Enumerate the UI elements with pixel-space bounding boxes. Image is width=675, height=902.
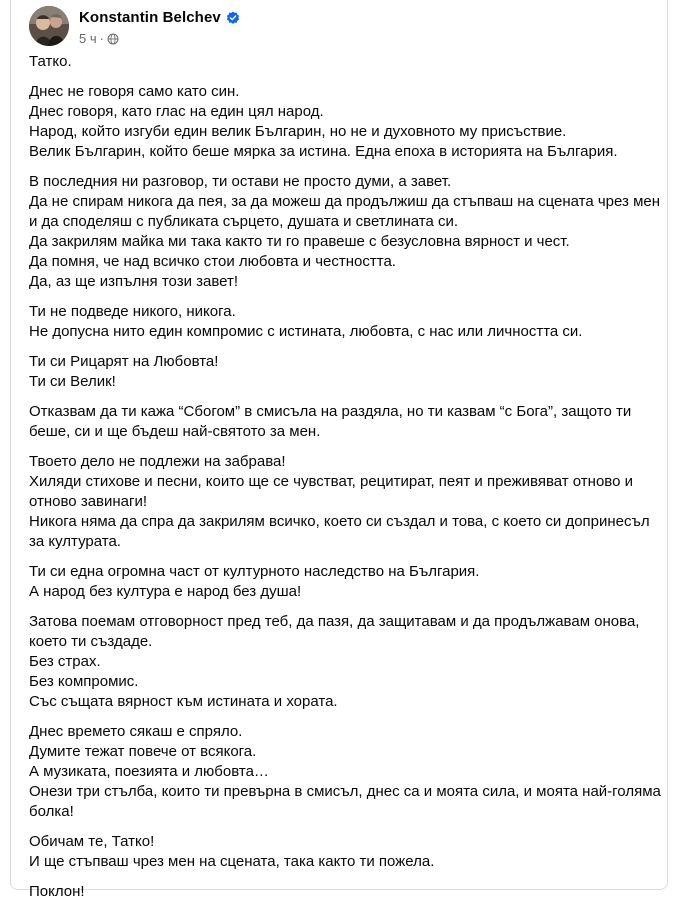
verified-badge-icon bbox=[226, 11, 240, 25]
post-paragraph bbox=[29, 302, 661, 342]
post-paragraph bbox=[29, 722, 661, 822]
post-paragraph bbox=[29, 452, 661, 552]
post-line: Днес времето сякаш е спряло. bbox=[29, 723, 243, 740]
post-line: Днес не говоря само като син. bbox=[29, 83, 240, 100]
post-paragraph bbox=[29, 402, 661, 442]
post-header bbox=[29, 6, 649, 50]
post-timestamp[interactable]: 5 ч bbox=[79, 31, 97, 46]
post-line: Ти си една огромна част от културното наследство на България. bbox=[29, 563, 480, 580]
post-paragraph bbox=[29, 882, 661, 902]
globe-icon[interactable] bbox=[107, 33, 119, 45]
post-line: Без страх. bbox=[29, 653, 101, 670]
post-line: Без компромис. bbox=[29, 673, 139, 690]
post-line: Ти си Велик! bbox=[29, 373, 116, 390]
post-meta bbox=[79, 31, 119, 46]
post-paragraph bbox=[29, 52, 661, 72]
post-line: Твоето дело не подлежи на забрава! bbox=[29, 453, 286, 470]
post-line: Не допусна нито един компромис с истината, любовта, с нас или личността си. bbox=[29, 323, 583, 340]
post-paragraph bbox=[29, 562, 661, 602]
post-line: Думите тежат повече от всякога. bbox=[29, 743, 257, 760]
post-line: Днес говоря, като глас на един цял народ. bbox=[29, 103, 324, 120]
avatar-photo bbox=[29, 6, 69, 46]
post-line: И ще стъпваш чрез мен на сцената, така както ти пожела. bbox=[29, 853, 435, 870]
post-paragraph bbox=[29, 832, 661, 872]
post-line: Ти си Рицарят на Любовта! bbox=[29, 353, 219, 370]
post-line: В последния ни разговор, ти остави не просто думи, а завет. bbox=[29, 173, 452, 190]
post-line: Велик Българин, който беше мярка за истина. Една епоха в историята на България. bbox=[29, 143, 618, 160]
post-line: Никога няма да спра да закрилям всичко, което си създал и това, с което си допринесъл bbox=[29, 513, 650, 530]
post-line: Поклон! bbox=[29, 883, 85, 900]
post-paragraph bbox=[29, 352, 661, 392]
post-line: Обичам те, Татко! bbox=[29, 833, 155, 850]
post-paragraph bbox=[29, 612, 661, 712]
post-line: беше, си и ще бъдеш най-святото за мен. bbox=[29, 423, 321, 440]
post-line: Да закрилям майка ми така както ти го правеше с безусловна вярност и чест. bbox=[29, 233, 570, 250]
post-line: Със същата вярност към истината и хората. bbox=[29, 693, 338, 710]
post-line: Да помня, че над всичко стои любовта и честността. bbox=[29, 253, 396, 270]
facebook-post bbox=[10, 0, 668, 900]
post-line: Хиляди стихове и песни, които ще се чувстват, рецитират, пеят и преживяват отново и bbox=[29, 473, 633, 490]
post-line: което ти създаде. bbox=[29, 633, 153, 650]
post-line: за културата. bbox=[29, 533, 121, 550]
post-line: Да не спирам никога да пея, за да можеш да продължиш да стъпваш на сцената чрез мен bbox=[29, 193, 661, 210]
avatar[interactable] bbox=[29, 6, 69, 46]
meta-separator: · bbox=[99, 31, 104, 46]
post-body bbox=[29, 52, 661, 902]
post-line: Затова поемам отговорност пред теб, да пазя, да защитавам и да продължавам онова, bbox=[29, 613, 640, 630]
post-line: Отказвам да ти кажа “Сбогом” в смисъла на раздяла, но ти казвам “с Бога”, защото ти bbox=[29, 403, 632, 420]
post-paragraph bbox=[29, 172, 661, 292]
post-line: отново завинаги! bbox=[29, 493, 148, 510]
post-line: А народ без култура е народ без душа! bbox=[29, 583, 302, 600]
post-line: А музиката, поезията и любовта… bbox=[29, 763, 269, 780]
post-line: болка! bbox=[29, 803, 74, 820]
author-name[interactable]: Konstantin Belchev bbox=[79, 9, 221, 26]
post-paragraph bbox=[29, 82, 661, 162]
post-line: Онези три стълба, които ти превърна в смисъл, днес са и моята сила, и моята най-голяма bbox=[29, 783, 661, 800]
post-line: Да, аз ще изпълня този завет! bbox=[29, 273, 239, 290]
post-line: Народ, който изгуби един велик Българин, но не и духовното му присъствие. bbox=[29, 123, 567, 140]
post-line: и да споделяш с публиката сърцето, душата и светлината си. bbox=[29, 213, 459, 230]
post-line: Татко. bbox=[29, 53, 72, 70]
post-line: Ти не подведе никого, никога. bbox=[29, 303, 236, 320]
